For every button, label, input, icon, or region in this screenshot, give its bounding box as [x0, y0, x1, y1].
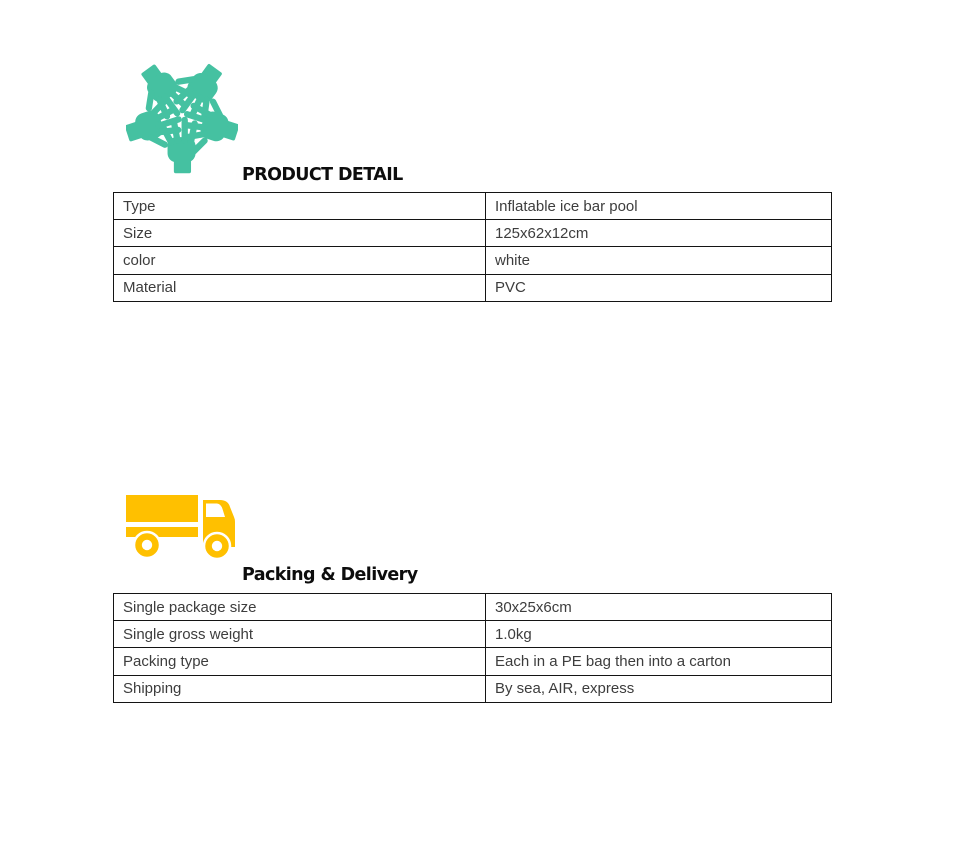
spec-value: 125x62x12cm — [486, 220, 832, 247]
table-row — [114, 648, 832, 675]
table-row — [114, 675, 832, 702]
spec-label: Single gross weight — [114, 621, 486, 648]
packing-delivery-heading: Packing & Delivery — [242, 565, 418, 585]
spec-label: Material — [114, 274, 486, 301]
product-detail-table — [113, 192, 832, 302]
spec-value: Inflatable ice bar pool — [486, 193, 832, 220]
spec-value: 1.0kg — [486, 621, 832, 648]
table-row — [114, 274, 832, 301]
spec-label: color — [114, 247, 486, 274]
delivery-truck-icon — [126, 489, 238, 559]
spec-label: Single package size — [114, 594, 486, 621]
hands-circle-icon — [126, 58, 238, 180]
table-row — [114, 247, 832, 274]
table-row — [114, 220, 832, 247]
packing-delivery-table — [113, 593, 832, 703]
spec-label: Packing type — [114, 648, 486, 675]
spec-label: Shipping — [114, 675, 486, 702]
spec-value: 30x25x6cm — [486, 594, 832, 621]
spec-value: Each in a PE bag then into a carton — [486, 648, 832, 675]
table-row — [114, 193, 832, 220]
spec-value: white — [486, 247, 832, 274]
product-detail-heading: PRODUCT DETAIL — [242, 165, 403, 185]
spec-label: Size — [114, 220, 486, 247]
spec-label: Type — [114, 193, 486, 220]
spec-value: PVC — [486, 274, 832, 301]
table-row — [114, 621, 832, 648]
table-row — [114, 594, 832, 621]
spec-value: By sea, AIR, express — [486, 675, 832, 702]
